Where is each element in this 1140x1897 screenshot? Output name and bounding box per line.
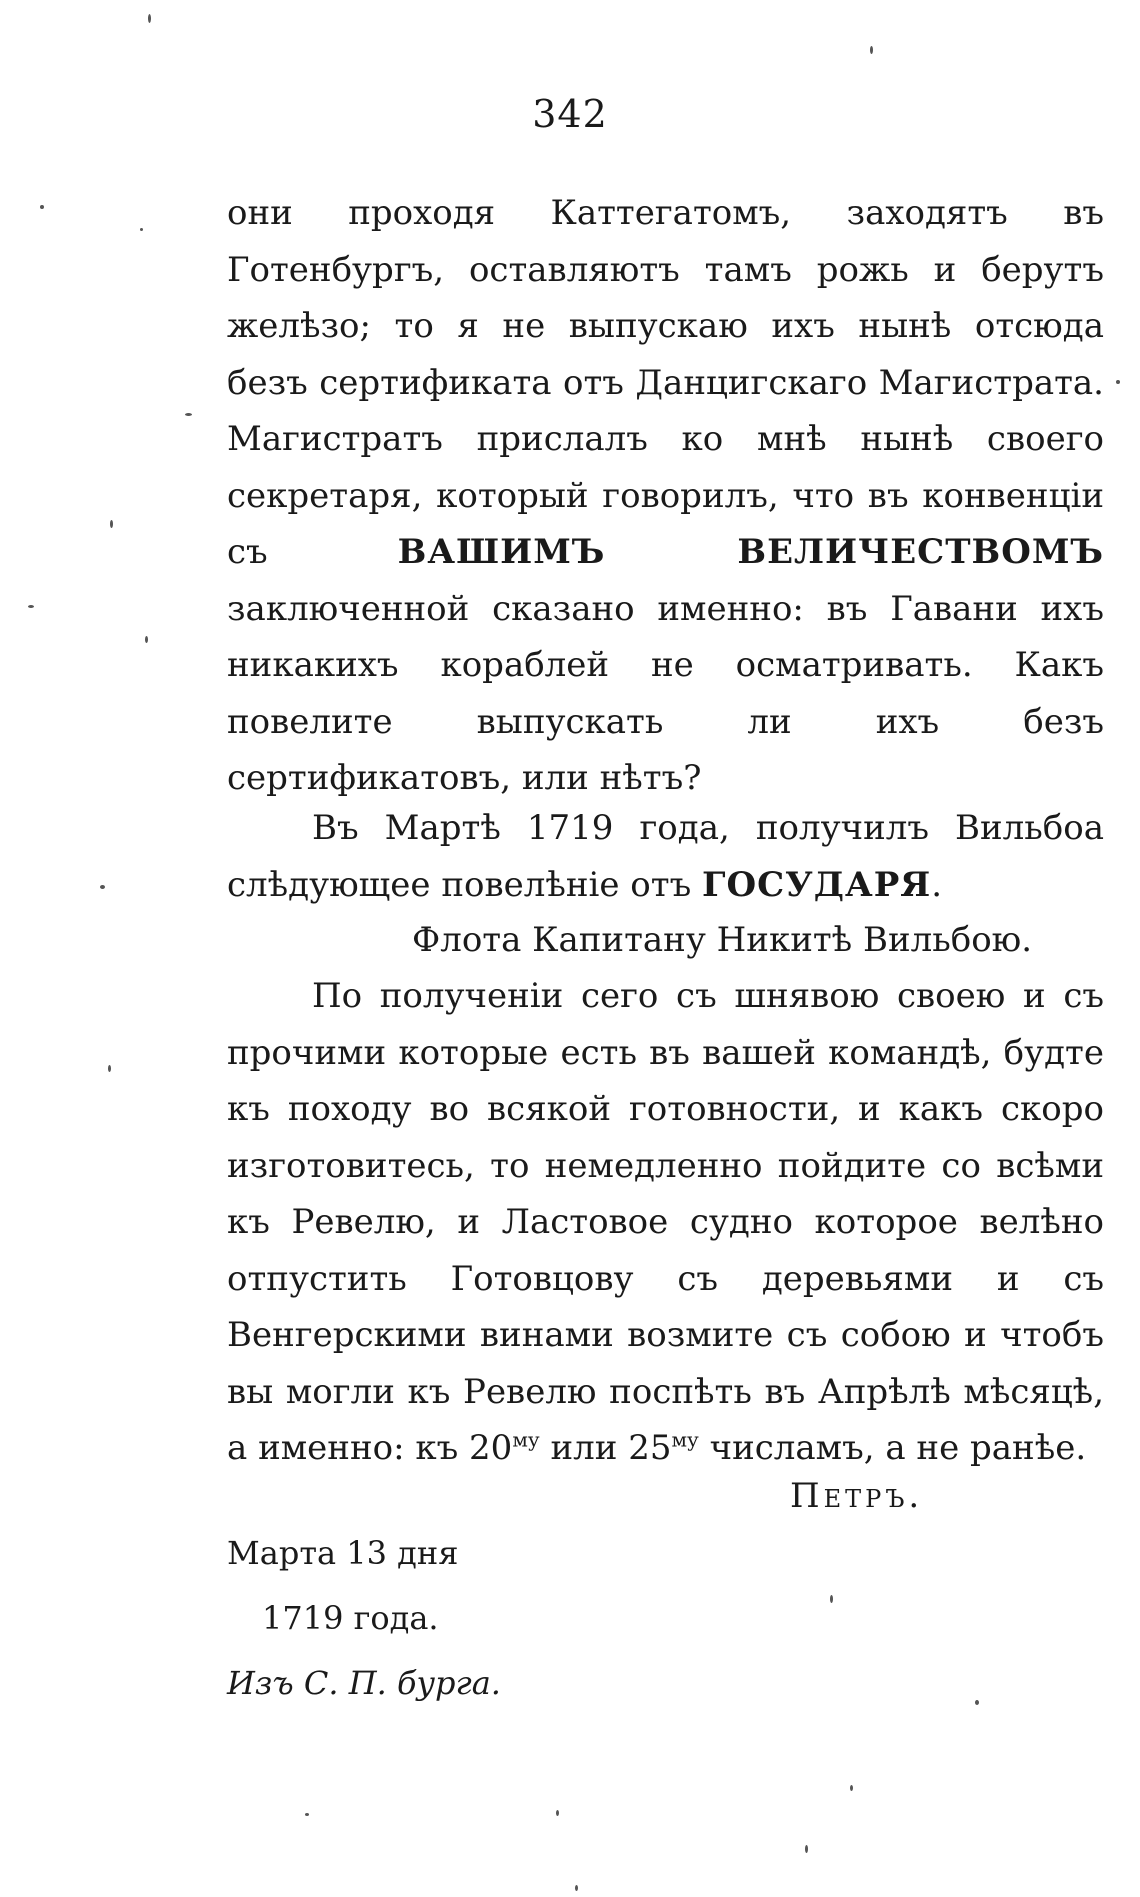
print-speck [148,14,151,23]
print-speck [575,1885,578,1891]
print-speck [185,413,192,416]
paragraph-text [227,800,1104,913]
majesty-emphasis: ВАШИМЪ ВЕЛИЧЕСТВОМЪ [397,532,1105,572]
print-speck [870,46,873,54]
print-speck [830,1595,833,1603]
ordinal-suffix: му [512,1427,540,1452]
print-speck [975,1700,979,1705]
print-speck [110,520,113,528]
print-speck [850,1785,853,1791]
date-line: Марта 13 дня [227,1534,459,1572]
signature: Петръ. [790,1476,924,1516]
print-speck [100,885,105,889]
place-line: Изъ С. П. бурга. [227,1664,501,1702]
page-number: 342 [532,92,608,136]
print-speck [140,228,143,231]
paragraph-text [227,968,1104,1477]
print-speck [556,1810,559,1816]
paragraph-text-part: . [931,864,943,905]
paragraph-text-part: или 25 [539,1428,672,1468]
print-speck [805,1845,808,1853]
paragraph-text-part: они проходя Каттегатомъ, заходятъ въ Готенбургъ, оставляютъ тамъ рожь и берутъ желѣзо; то я не выпускаю ихъ нынѣ отсюда безъ сертификата отъ Данцигскаго Магистрата. Магистратъ прислалъ ко мнѣ нынѣ своего секретаря, который говорилъ, что въ конвенціи съ [227,193,1104,572]
print-speck [40,205,44,209]
paragraph-text-part: По полученіи сего съ шнявою своею и съ прочими которые есть въ вашей командѣ, будте къ походу во всякой готовности, и какъ скоро изготовитесь, то немедленно пойдите со всѣми къ Ревелю, и Ластовое судно которое велѣно отпустить Готовцову съ деревьями и съ Венгерскими винами возмите съ собою и чтобъ вы могли къ Ревелю поспѣть въ Апрѣлѣ мѣсяцѣ, а именно: къ 20 [227,976,1104,1468]
paragraph-text-part: заключенной сказано именно: въ Гавани ихъ никакихъ кораблей не осматривать. Какъ повелите выпускать ли ихъ безъ сертификатовъ, или нѣтъ? [227,588,1104,798]
narrative-paragraph [227,800,1104,913]
letter-paragraph [227,185,1104,807]
decree-addressee: Флота Капитану Никитѣ Вильбою. [412,920,1033,960]
ordinal-suffix: му [671,1427,699,1452]
print-speck [28,605,34,608]
print-speck [305,1813,309,1816]
paragraph-text-part: Въ Мартѣ 1719 года, получилъ Вильбоа слѣдующее повелѣніе отъ [227,808,1104,905]
year-line: 1719 года. [262,1599,439,1637]
sovereign-emphasis: ГОСУДАРЯ [702,864,932,905]
print-speck [1116,380,1120,384]
decree-paragraph [227,968,1104,1477]
paragraph-text [227,185,1104,807]
paragraph-text-part: числамъ, а не ранѣе. [698,1428,1087,1468]
print-speck [108,1065,111,1072]
print-speck [145,636,148,643]
